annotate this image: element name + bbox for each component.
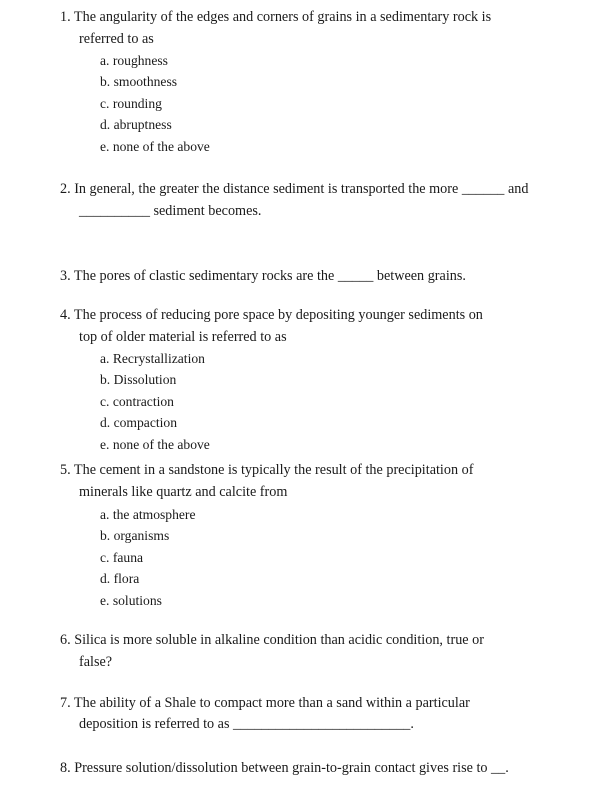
question-1-text-cont: referred to as	[79, 31, 154, 47]
question-1-option-a: a. roughness	[100, 53, 168, 68]
question-3-text: 3. The pores of clastic sedimentary rocks are the _____ between grains.	[60, 268, 466, 284]
question-4-text-cont: top of older material is referred to as	[79, 329, 287, 345]
question-5-text: 5. The cement in a sandstone is typically the result of the precipitation of	[60, 462, 474, 478]
question-4-text: 4. The process of reducing pore space by depositing younger sediments on	[60, 307, 483, 323]
question-8-text: 8. Pressure solution/dissolution between grain-to-grain contact gives rise to __.	[60, 760, 509, 776]
question-5-text-cont: minerals like quartz and calcite from	[79, 484, 288, 500]
question-4-option-a: a. Recrystallization	[100, 351, 205, 366]
question-1-option-d: d. abruptness	[100, 117, 172, 132]
question-4-option-b: b. Dissolution	[100, 372, 177, 387]
question-4-option-d: d. compaction	[100, 415, 178, 430]
question-1-text: 1. The angularity of the edges and corners of grains in a sedimentary rock is	[60, 9, 492, 25]
question-5-option-e: e. solutions	[100, 593, 162, 608]
question-5-option-d: d. flora	[100, 571, 140, 586]
question-6-text: 6. Silica is more soluble in alkaline condition than acidic condition, true or	[60, 632, 484, 648]
question-4-option-c: c. contraction	[100, 394, 174, 409]
question-7-text-cont: deposition is referred to as _________________________.	[79, 716, 414, 732]
question-6-text-cont: false?	[79, 654, 113, 670]
question-2-text: 2. In general, the greater the distance sediment is transported the more ______ and	[60, 181, 529, 197]
question-1-option-e: e. none of the above	[100, 139, 210, 154]
question-1-option-c: c. rounding	[100, 96, 162, 111]
question-1-option-b: b. smoothness	[100, 74, 178, 89]
question-2-text-cont: __________ sediment becomes.	[79, 203, 262, 219]
question-4-option-e: e. none of the above	[100, 437, 210, 452]
question-5-option-b: b. organisms	[100, 528, 170, 543]
question-5-option-c: c. fauna	[100, 550, 144, 565]
question-7-text: 7. The ability of a Shale to compact more than a sand within a particular	[60, 695, 470, 711]
question-5-option-a: a. the atmosphere	[100, 507, 196, 522]
